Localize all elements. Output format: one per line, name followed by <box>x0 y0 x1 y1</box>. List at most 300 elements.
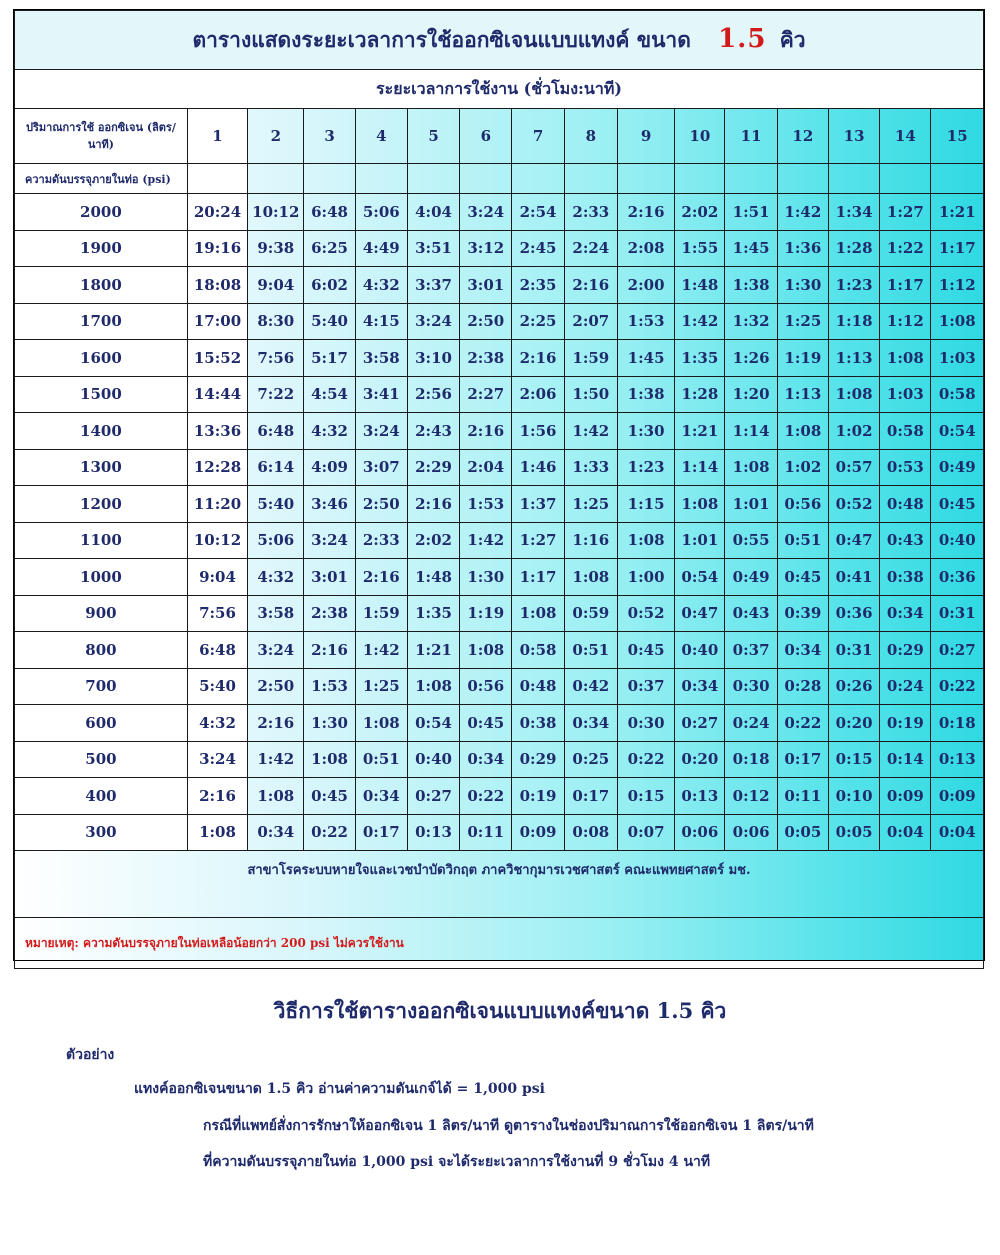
pressure-header-cell <box>460 164 512 194</box>
duration-cell: 20:24 <box>187 194 247 231</box>
duration-cell: 2:16 <box>355 559 407 596</box>
duration-cell: 0:12 <box>725 778 777 815</box>
duration-cell: 10:12 <box>187 522 247 559</box>
table-title-unit: คิว <box>779 26 806 52</box>
duration-cell: 0:36 <box>931 559 984 596</box>
duration-cell: 1:56 <box>512 413 564 450</box>
duration-cell: 0:42 <box>564 668 617 705</box>
pressure-header-cell <box>675 164 725 194</box>
oxygen-table-frame <box>13 9 985 961</box>
duration-cell: 0:22 <box>777 705 828 742</box>
duration-cell: 2:00 <box>617 267 674 304</box>
duration-cell: 2:29 <box>407 449 459 486</box>
duration-cell: 7:22 <box>248 376 304 413</box>
table-row <box>15 267 984 304</box>
duration-cell: 0:36 <box>828 595 879 632</box>
duration-cell: 1:53 <box>460 486 512 523</box>
duration-cell: 0:27 <box>931 632 984 669</box>
duration-cell: 0:06 <box>725 814 777 851</box>
duration-cell: 1:59 <box>564 340 617 377</box>
duration-cell: 2:16 <box>248 705 304 742</box>
duration-cell: 1:42 <box>460 522 512 559</box>
duration-cell: 0:19 <box>880 705 931 742</box>
duration-cell: 0:38 <box>512 705 564 742</box>
duration-cell: 2:07 <box>564 303 617 340</box>
duration-cell: 0:27 <box>675 705 725 742</box>
duration-cell: 0:13 <box>675 778 725 815</box>
duration-cell: 1:42 <box>675 303 725 340</box>
pressure-cell: 1600 <box>15 340 188 377</box>
duration-cell: 1:53 <box>617 303 674 340</box>
duration-cell: 0:22 <box>304 814 355 851</box>
duration-cell: 1:01 <box>675 522 725 559</box>
duration-cell: 1:08 <box>187 814 247 851</box>
duration-cell: 1:48 <box>407 559 459 596</box>
duration-cell: 1:08 <box>564 559 617 596</box>
duration-cell: 1:17 <box>880 267 931 304</box>
duration-cell: 18:08 <box>187 267 247 304</box>
duration-cell: 0:52 <box>617 595 674 632</box>
flow-rate-header-7: 7 <box>512 109 564 164</box>
duration-cell: 1:14 <box>725 413 777 450</box>
duration-cell: 3:10 <box>407 340 459 377</box>
duration-cell: 0:37 <box>617 668 674 705</box>
pressure-cell: 900 <box>15 595 188 632</box>
duration-cell: 0:58 <box>931 376 984 413</box>
duration-cell: 1:34 <box>828 194 879 231</box>
duration-cell: 10:12 <box>248 194 304 231</box>
duration-cell: 0:29 <box>880 632 931 669</box>
pressure-cell: 1400 <box>15 413 188 450</box>
duration-cell: 0:49 <box>931 449 984 486</box>
duration-cell: 0:34 <box>675 668 725 705</box>
duration-cell: 2:43 <box>407 413 459 450</box>
duration-cell: 17:00 <box>187 303 247 340</box>
duration-cell: 6:02 <box>304 267 355 304</box>
duration-cell: 1:28 <box>828 230 879 267</box>
flow-rate-header-9: 9 <box>617 109 674 164</box>
duration-cell: 0:58 <box>512 632 564 669</box>
duration-cell: 0:09 <box>880 778 931 815</box>
duration-cell: 0:52 <box>828 486 879 523</box>
duration-cell: 1:08 <box>512 595 564 632</box>
duration-cell: 9:38 <box>248 230 304 267</box>
table-row <box>15 668 984 705</box>
table-row <box>15 194 984 231</box>
duration-cell: 1:19 <box>777 340 828 377</box>
duration-cell: 0:09 <box>512 814 564 851</box>
duration-cell: 4:15 <box>355 303 407 340</box>
example-line-3: ที่ความดันบรรจุภายในท่อ 1,000 psi จะได้ระยะเวลาการใช้งานที่ 9 ชั่วโมง 4 นาที <box>203 1154 711 1170</box>
duration-cell: 0:05 <box>777 814 828 851</box>
duration-cell: 5:40 <box>248 486 304 523</box>
duration-cell: 3:51 <box>407 230 459 267</box>
duration-cell: 1:01 <box>725 486 777 523</box>
duration-cell: 1:08 <box>304 741 355 778</box>
duration-cell: 2:16 <box>512 340 564 377</box>
duration-cell: 0:17 <box>355 814 407 851</box>
duration-cell: 0:45 <box>617 632 674 669</box>
duration-cell: 2:33 <box>564 194 617 231</box>
duration-cell: 1:23 <box>617 449 674 486</box>
duration-cell: 1:38 <box>725 267 777 304</box>
duration-cell: 0:38 <box>880 559 931 596</box>
pressure-cell: 300 <box>15 814 188 851</box>
duration-cell: 0:34 <box>880 595 931 632</box>
usage-note: หมายเหตุ: ความดันบรรจุภายในท่อเหลือน้อยกว่า 200 psi ไม่ควรใช้งาน <box>15 918 984 969</box>
table-row <box>15 522 984 559</box>
duration-cell: 0:14 <box>880 741 931 778</box>
pressure-cell: 700 <box>15 668 188 705</box>
duration-cell: 1:17 <box>512 559 564 596</box>
oxygen-duration-table <box>14 10 984 969</box>
pressure-cell: 1800 <box>15 267 188 304</box>
table-subtitle: ระยะเวลาการใช้งาน (ชั่วโมง:นาที) <box>15 70 984 109</box>
duration-cell: 0:31 <box>828 632 879 669</box>
duration-cell: 0:06 <box>675 814 725 851</box>
duration-cell: 0:34 <box>248 814 304 851</box>
duration-cell: 6:48 <box>304 194 355 231</box>
duration-cell: 1:13 <box>828 340 879 377</box>
duration-cell: 1:21 <box>675 413 725 450</box>
duration-cell: 2:08 <box>617 230 674 267</box>
duration-cell: 2:16 <box>460 413 512 450</box>
duration-cell: 1:45 <box>725 230 777 267</box>
table-row <box>15 340 984 377</box>
duration-cell: 0:25 <box>564 741 617 778</box>
table-row <box>15 741 984 778</box>
duration-cell: 1:13 <box>777 376 828 413</box>
duration-cell: 3:01 <box>304 559 355 596</box>
duration-cell: 0:39 <box>777 595 828 632</box>
flow-rate-header-12: 12 <box>777 109 828 164</box>
flow-rate-header-5: 5 <box>407 109 459 164</box>
flow-rate-header-1: 1 <box>187 109 247 164</box>
example-label: ตัวอย่าง <box>66 1047 115 1063</box>
duration-cell: 0:30 <box>617 705 674 742</box>
duration-cell: 7:56 <box>187 595 247 632</box>
duration-cell: 1:33 <box>564 449 617 486</box>
pressure-cell: 500 <box>15 741 188 778</box>
duration-cell: 0:04 <box>880 814 931 851</box>
pressure-header-cell <box>187 164 247 194</box>
duration-cell: 1:08 <box>725 449 777 486</box>
howto-title: วิธีการใช้ตารางออกซิเจนแบบแทงค์ขนาด 1.5 คิว <box>273 998 727 1023</box>
duration-cell: 0:56 <box>460 668 512 705</box>
duration-cell: 4:32 <box>248 559 304 596</box>
table-row <box>15 778 984 815</box>
duration-cell: 1:30 <box>460 559 512 596</box>
duration-cell: 8:30 <box>248 303 304 340</box>
duration-cell: 13:36 <box>187 413 247 450</box>
duration-cell: 1:27 <box>512 522 564 559</box>
duration-cell: 0:45 <box>931 486 984 523</box>
flow-rate-label: ปริมาณการใช้ ออกซิเจน (ลิตร/นาที) <box>15 109 188 164</box>
flow-rate-header-13: 13 <box>828 109 879 164</box>
duration-cell: 1:45 <box>617 340 674 377</box>
pressure-cell: 2000 <box>15 194 188 231</box>
duration-cell: 1:42 <box>248 741 304 778</box>
duration-cell: 2:45 <box>512 230 564 267</box>
duration-cell: 0:49 <box>725 559 777 596</box>
pressure-header-cell <box>880 164 931 194</box>
duration-cell: 1:21 <box>931 194 984 231</box>
duration-cell: 0:13 <box>407 814 459 851</box>
duration-cell: 0:54 <box>407 705 459 742</box>
duration-cell: 0:40 <box>931 522 984 559</box>
duration-cell: 0:40 <box>675 632 725 669</box>
duration-cell: 1:55 <box>675 230 725 267</box>
duration-cell: 1:08 <box>407 668 459 705</box>
duration-cell: 15:52 <box>187 340 247 377</box>
duration-cell: 1:12 <box>880 303 931 340</box>
duration-cell: 1:30 <box>304 705 355 742</box>
duration-cell: 1:42 <box>564 413 617 450</box>
duration-cell: 3:24 <box>407 303 459 340</box>
table-row <box>15 486 984 523</box>
duration-cell: 0:41 <box>828 559 879 596</box>
duration-cell: 12:28 <box>187 449 247 486</box>
duration-cell: 2:38 <box>460 340 512 377</box>
duration-cell: 1:50 <box>564 376 617 413</box>
duration-cell: 1:27 <box>880 194 931 231</box>
duration-cell: 0:15 <box>617 778 674 815</box>
duration-cell: 1:46 <box>512 449 564 486</box>
duration-cell: 2:16 <box>187 778 247 815</box>
duration-cell: 0:22 <box>617 741 674 778</box>
duration-cell: 0:17 <box>777 741 828 778</box>
duration-cell: 0:11 <box>777 778 828 815</box>
table-title-text: ตารางแสดงระยะเวลาการใช้ออกซิเจนแบบแทงค์ ขนาด <box>192 26 691 52</box>
duration-cell: 6:14 <box>248 449 304 486</box>
duration-cell: 0:54 <box>931 413 984 450</box>
duration-cell: 3:24 <box>248 632 304 669</box>
pressure-header-cell <box>407 164 459 194</box>
pressure-cell: 400 <box>15 778 188 815</box>
duration-cell: 6:48 <box>187 632 247 669</box>
duration-cell: 1:42 <box>355 632 407 669</box>
duration-cell: 2:25 <box>512 303 564 340</box>
table-row <box>15 449 984 486</box>
pressure-header-cell <box>304 164 355 194</box>
duration-cell: 1:08 <box>931 303 984 340</box>
duration-cell: 0:29 <box>512 741 564 778</box>
duration-cell: 1:02 <box>777 449 828 486</box>
duration-cell: 0:51 <box>777 522 828 559</box>
duration-cell: 1:30 <box>617 413 674 450</box>
pressure-header-cell <box>564 164 617 194</box>
duration-cell: 1:48 <box>675 267 725 304</box>
duration-cell: 5:06 <box>248 522 304 559</box>
duration-cell: 0:48 <box>880 486 931 523</box>
duration-cell: 1:15 <box>617 486 674 523</box>
duration-cell: 0:05 <box>828 814 879 851</box>
flow-rate-header-6: 6 <box>460 109 512 164</box>
duration-cell: 3:24 <box>304 522 355 559</box>
duration-cell: 2:16 <box>304 632 355 669</box>
duration-cell: 1:08 <box>675 486 725 523</box>
duration-cell: 2:35 <box>512 267 564 304</box>
duration-cell: 0:45 <box>460 705 512 742</box>
duration-cell: 0:08 <box>564 814 617 851</box>
duration-cell: 9:04 <box>187 559 247 596</box>
duration-cell: 1:22 <box>880 230 931 267</box>
duration-cell: 2:16 <box>407 486 459 523</box>
duration-cell: 2:38 <box>304 595 355 632</box>
table-title-size: 1.5 <box>718 23 767 54</box>
duration-cell: 4:32 <box>304 413 355 450</box>
duration-cell: 1:32 <box>725 303 777 340</box>
duration-cell: 1:16 <box>564 522 617 559</box>
duration-cell: 2:54 <box>512 194 564 231</box>
flow-rate-header-3: 3 <box>304 109 355 164</box>
duration-cell: 4:54 <box>304 376 355 413</box>
duration-cell: 1:12 <box>931 267 984 304</box>
duration-cell: 2:02 <box>675 194 725 231</box>
table-row <box>15 595 984 632</box>
pressure-cell: 600 <box>15 705 188 742</box>
duration-cell: 1:59 <box>355 595 407 632</box>
pressure-cell: 1100 <box>15 522 188 559</box>
duration-cell: 0:34 <box>460 741 512 778</box>
pressure-cell: 1700 <box>15 303 188 340</box>
duration-cell: 0:22 <box>931 668 984 705</box>
duration-cell: 2:16 <box>564 267 617 304</box>
duration-cell: 0:37 <box>725 632 777 669</box>
duration-cell: 1:35 <box>407 595 459 632</box>
duration-cell: 3:24 <box>355 413 407 450</box>
duration-cell: 3:07 <box>355 449 407 486</box>
duration-cell: 0:17 <box>564 778 617 815</box>
duration-cell: 0:34 <box>777 632 828 669</box>
duration-cell: 3:58 <box>355 340 407 377</box>
duration-cell: 5:40 <box>187 668 247 705</box>
duration-cell: 19:16 <box>187 230 247 267</box>
pressure-header-cell <box>617 164 674 194</box>
pressure-cell: 1300 <box>15 449 188 486</box>
duration-cell: 0:07 <box>617 814 674 851</box>
duration-cell: 4:49 <box>355 230 407 267</box>
duration-cell: 0:45 <box>304 778 355 815</box>
duration-cell: 0:51 <box>355 741 407 778</box>
flow-rate-header-4: 4 <box>355 109 407 164</box>
duration-cell: 0:43 <box>880 522 931 559</box>
flow-rate-header-10: 10 <box>675 109 725 164</box>
duration-cell: 1:00 <box>617 559 674 596</box>
duration-cell: 0:27 <box>407 778 459 815</box>
pressure-header-cell <box>828 164 879 194</box>
duration-cell: 0:18 <box>725 741 777 778</box>
duration-cell: 0:34 <box>564 705 617 742</box>
duration-cell: 1:03 <box>931 340 984 377</box>
duration-cell: 3:24 <box>460 194 512 231</box>
table-row <box>15 559 984 596</box>
table-title <box>15 11 984 70</box>
duration-cell: 2:50 <box>460 303 512 340</box>
duration-cell: 0:51 <box>564 632 617 669</box>
duration-cell: 1:53 <box>304 668 355 705</box>
duration-cell: 1:36 <box>777 230 828 267</box>
duration-cell: 2:33 <box>355 522 407 559</box>
duration-cell: 0:22 <box>460 778 512 815</box>
duration-cell: 0:55 <box>725 522 777 559</box>
duration-cell: 6:48 <box>248 413 304 450</box>
table-row <box>15 413 984 450</box>
table-row <box>15 303 984 340</box>
duration-cell: 0:48 <box>512 668 564 705</box>
duration-cell: 0:47 <box>828 522 879 559</box>
duration-cell: 1:03 <box>880 376 931 413</box>
duration-cell: 1:02 <box>828 413 879 450</box>
duration-cell: 3:58 <box>248 595 304 632</box>
duration-cell: 5:17 <box>304 340 355 377</box>
duration-cell: 4:32 <box>187 705 247 742</box>
duration-cell: 0:20 <box>675 741 725 778</box>
duration-cell: 1:42 <box>777 194 828 231</box>
pressure-header-cell <box>725 164 777 194</box>
duration-cell: 0:59 <box>564 595 617 632</box>
duration-cell: 0:45 <box>777 559 828 596</box>
duration-cell: 0:53 <box>880 449 931 486</box>
duration-cell: 0:40 <box>407 741 459 778</box>
duration-cell: 0:31 <box>931 595 984 632</box>
duration-cell: 9:04 <box>248 267 304 304</box>
pressure-header-cell <box>512 164 564 194</box>
duration-cell: 0:10 <box>828 778 879 815</box>
duration-cell: 1:08 <box>460 632 512 669</box>
duration-cell: 2:56 <box>407 376 459 413</box>
duration-cell: 0:15 <box>828 741 879 778</box>
pressure-header-cell <box>777 164 828 194</box>
duration-cell: 1:19 <box>460 595 512 632</box>
duration-cell: 0:19 <box>512 778 564 815</box>
duration-cell: 2:02 <box>407 522 459 559</box>
duration-cell: 0:47 <box>675 595 725 632</box>
table-row <box>15 632 984 669</box>
duration-cell: 1:26 <box>725 340 777 377</box>
duration-cell: 1:18 <box>828 303 879 340</box>
example-line-2: กรณีที่แพทย์สั่งการรักษาให้ออกซิเจน 1 ลิตร/นาที ดูตารางในช่องปริมาณการใช้ออกซิเจน 1 ลิตร/นาที <box>203 1118 814 1134</box>
duration-cell: 3:24 <box>187 741 247 778</box>
duration-cell: 0:18 <box>931 705 984 742</box>
duration-cell: 1:51 <box>725 194 777 231</box>
duration-cell: 5:40 <box>304 303 355 340</box>
duration-cell: 2:06 <box>512 376 564 413</box>
flow-rate-header-15: 15 <box>931 109 984 164</box>
footer-credit: สาขาโรคระบบหายใจและเวชบำบัดวิกฤต ภาควิชากุมารเวชศาสตร์ คณะแพทยศาสตร์ มช. <box>15 851 984 918</box>
duration-cell: 1:08 <box>777 413 828 450</box>
duration-cell: 3:37 <box>407 267 459 304</box>
duration-cell: 0:30 <box>725 668 777 705</box>
duration-cell: 0:34 <box>355 778 407 815</box>
duration-cell: 1:08 <box>828 376 879 413</box>
duration-cell: 14:44 <box>187 376 247 413</box>
duration-cell: 3:01 <box>460 267 512 304</box>
duration-cell: 2:16 <box>617 194 674 231</box>
pressure-header-cell <box>248 164 304 194</box>
duration-cell: 2:50 <box>355 486 407 523</box>
table-row <box>15 230 984 267</box>
table-row <box>15 814 984 851</box>
duration-cell: 7:56 <box>248 340 304 377</box>
duration-cell: 1:08 <box>355 705 407 742</box>
duration-cell: 1:14 <box>675 449 725 486</box>
duration-cell: 0:11 <box>460 814 512 851</box>
flow-rate-header-2: 2 <box>248 109 304 164</box>
duration-cell: 0:24 <box>880 668 931 705</box>
duration-cell: 2:04 <box>460 449 512 486</box>
duration-cell: 0:24 <box>725 705 777 742</box>
